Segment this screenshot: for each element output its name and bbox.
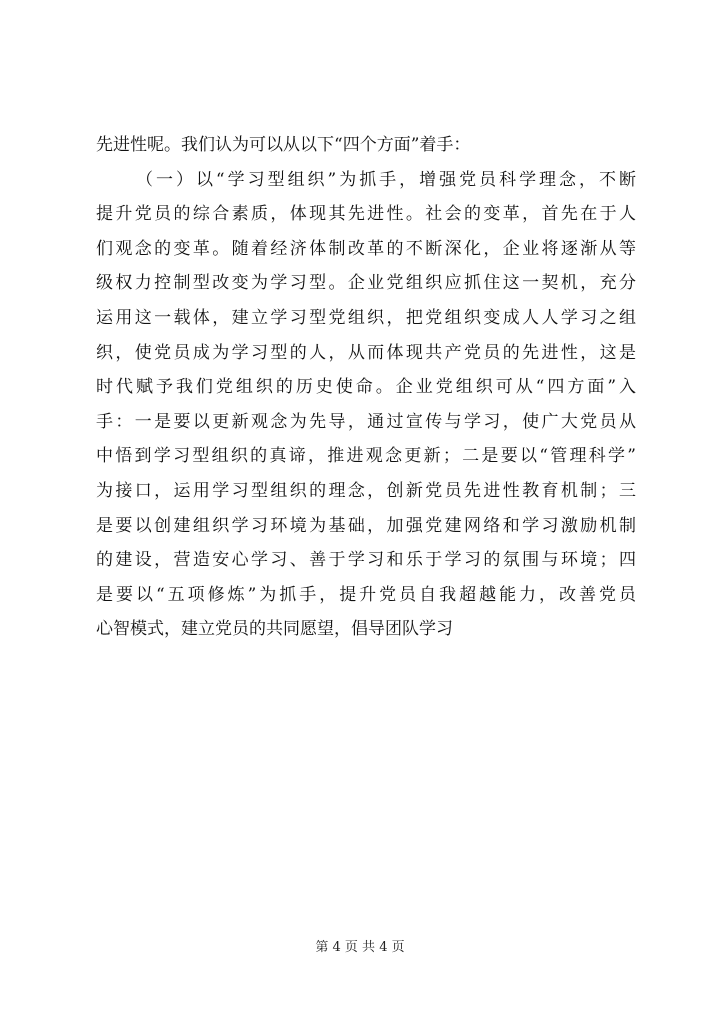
text-line: 手：一是要以更新观念为先导，通过宣传与学习，使广大党员从 [96,411,636,432]
text-line: 级权力控制型改变为学习型。企业党组织应抓住这一契机，充分 [96,273,636,294]
text-line: 提升党员的综合素质，体现其先进性。社会的变革，首先在于人 [96,204,636,225]
text-line: 中悟到学习型组织的真谛，推进观念更新；二是要以“管理科学” [96,446,636,467]
text-line: 时代赋予我们党组织的历史使命。企业党组织可从“四方面”入 [96,377,636,398]
text-line: 们观念的变革。随着经济体制改革的不断深化，企业将逐渐从等 [96,238,636,259]
text-line: 的建设，营造安心学习、善于学习和乐于学习的氛围与环境；四 [96,550,636,571]
body-text [96,128,636,647]
text-line: （一）以“学习型组织”为抓手，增强党员科学理念，不断 [136,169,636,190]
text-line: 运用这一载体，建立学习型党组织，把党组织变成人人学习之组 [96,307,636,328]
text-line: 心智模式，建立党员的共同愿望，倡导团队学习 [96,619,453,640]
text-line: 是要以创建组织学习环境为基础，加强党建网络和学习激励机制 [96,515,636,536]
text-line: 是要以“五项修炼”为抓手，提升党员自我超越能力，改善党员 [96,584,636,605]
text-line: 先进性呢。我们认为可以从以下“四个方面”着手： [96,135,471,155]
page-footer: 第 4 页 共 4 页 [315,940,405,955]
text-line: 为接口，运用学习型组织的理念，创新党员先进性教育机制；三 [96,480,636,501]
text-line: 织，使党员成为学习型的人，从而体现共产党员的先进性，这是 [96,342,636,363]
